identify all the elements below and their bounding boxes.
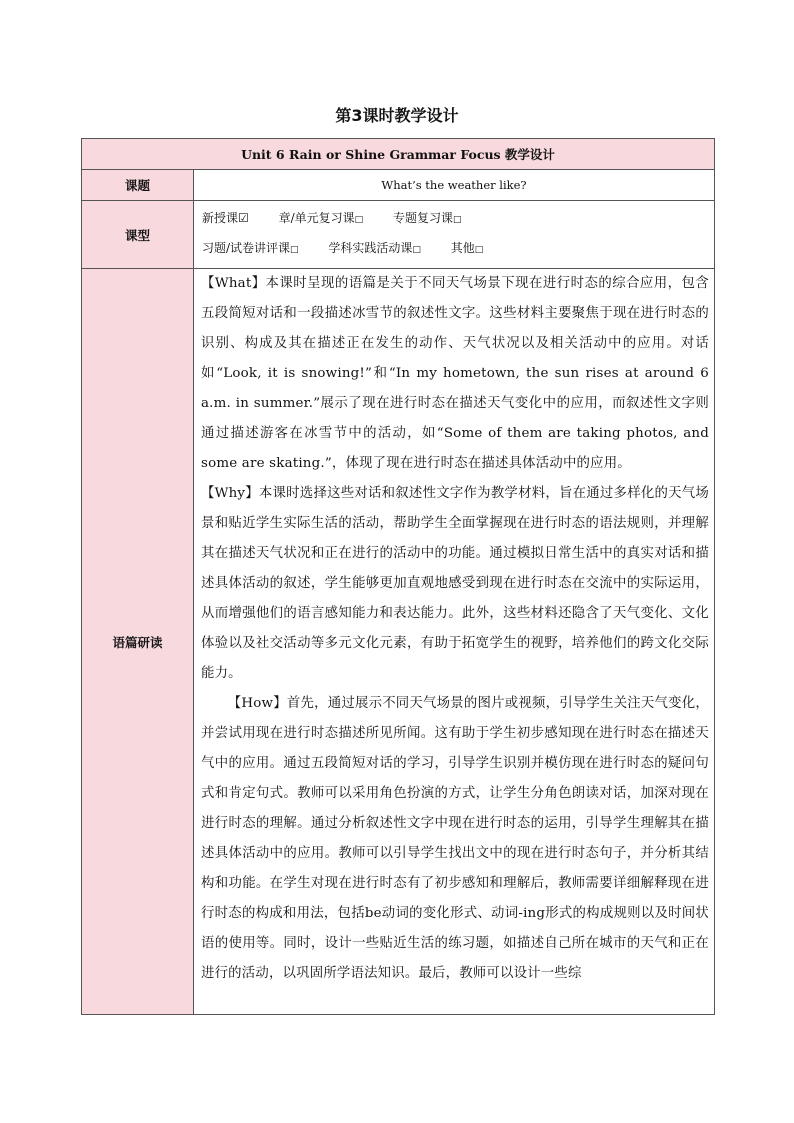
option-label: 新授课 [202, 211, 239, 225]
option-label: 专题复习课 [393, 211, 454, 225]
option-label: 章/单元复习课 [278, 211, 355, 225]
checkbox-icon[interactable]: □ [474, 245, 484, 255]
topic-value: What’s the weather like? [194, 170, 715, 201]
paragraph-why: 【Why】本课时选择这些对话和叙述性文字作为教学材料，旨在通过多样化的天气场景和贴近学生实际生活的活动，帮助学生全面掌握现在进行时态的语法规则，并理解其在描述天气状况和正在进行的活动中的功能。通过模拟日常生活中的真实对话和描述具体活动的叙述，学生能够更加直观地感受到现在进行时态在交流中的实际运用，从而增强他们的语言感知能力和表达能力。此外，这些材料还隐含了天气变化、文化体验以及社交活动等多元文化元素，有助于拓宽学生的视野，培养他们的跨文化交际能力。 [201, 486, 709, 681]
analysis-text [194, 269, 715, 1015]
type-options-line-1 [202, 204, 714, 234]
option-label: 其他 [450, 241, 475, 255]
topic-label: 课题 [82, 170, 194, 201]
checkbox-icon[interactable]: □ [412, 245, 421, 255]
type-row [82, 201, 715, 269]
topic-row [82, 170, 715, 201]
analysis-label: 语篇研读 [82, 269, 194, 1015]
lesson-design-table [81, 138, 715, 1015]
option-practice-activity[interactable] [328, 234, 421, 264]
option-exercise-review[interactable] [202, 234, 299, 264]
option-unit-review[interactable] [279, 204, 364, 234]
checkbox-icon[interactable]: □ [453, 215, 462, 225]
checkbox-icon[interactable]: □ [290, 245, 299, 255]
analysis-row [82, 269, 715, 1015]
paragraph-how: 【How】首先，通过展示不同天气场景的图片或视频，引导学生关注天气变化，并尝试用现在进行时态描述所见所闻。这有助于学生初步感知现在进行时态在描述天气中的应用。通过五段简短对话的学习，引导学生识别并模仿现在进行时态的疑问句式和肯定句式。教师可以采用角色扮演的方式，让学生分角色朗读对话，加深对现在进行时态的理解。通过分析叙述性文字中现在进行时态的运用，引导学生理解其在描述具体活动中的应用。教师可以引导学生找出文中的现在进行时态句子，并分析其结构和功能。在学生对现在进行时态有了初步感知和理解后，教师需要详细解释现在进行时态的构成和用法，包括be动词的变化形式、动词-ing形式的构成规则以及时间状语的使用等。同时，设计一些贴近生活的练习题，如描述自己所在城市的天气和正在进行的活动，以巩固所学语法知识。最后，教师可以设计一些综 [201, 696, 709, 981]
option-label: 习题/试卷讲评课 [202, 241, 291, 255]
table-header-row [82, 139, 715, 170]
option-topic-review[interactable] [393, 204, 462, 234]
paragraph-what: 【What】本课时呈现的语篇是关于不同天气场景下现在进行时态的综合应用，包含五段简短对话和一段描述冰雪节的叙述性文字。这些材料主要聚焦于现在进行时态的识别、构成及其在描述正在发生的动作、天气状况以及相关活动中的应用。对话如“Look, it is snowing!”和“In my hometown, the sun rises at around 6 a.m. in summer.”展示了现在进行时态在描述天气变化中的应用，而叙述性文字则通过描述游客在冰雪节中的活动，如“Some of them are taking photos, and some are skating.”，体现了现在进行时态在描述具体活动中的应用。 [201, 276, 709, 471]
checked-box-icon[interactable]: ☑ [238, 211, 249, 225]
option-other[interactable] [451, 234, 484, 264]
option-label: 学科实践活动课 [328, 241, 413, 255]
type-options [194, 201, 715, 269]
type-options-line-2 [202, 234, 714, 264]
checkbox-icon[interactable]: □ [354, 215, 364, 225]
type-label: 课型 [82, 201, 194, 269]
page-title: 第3课时教学设计 [335, 106, 459, 125]
option-new-lesson[interactable] [202, 204, 249, 232]
table-header: Unit 6 Rain or Shine Grammar Focus 教学设计 [82, 139, 715, 170]
